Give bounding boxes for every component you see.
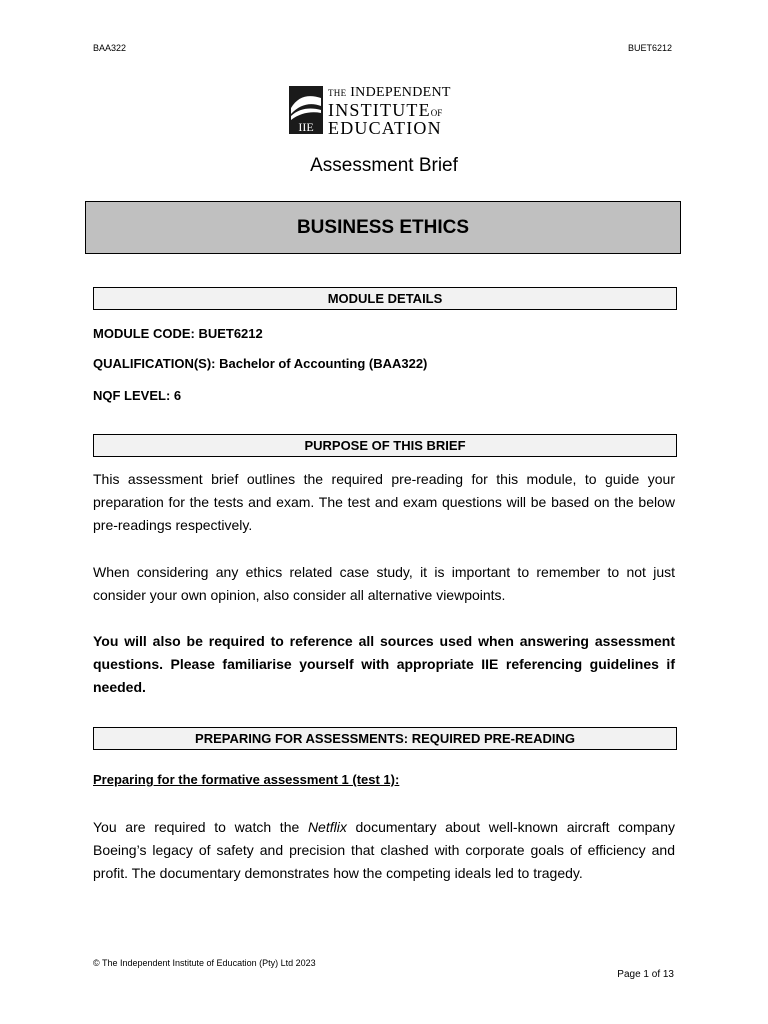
logo-independent: INDEPENDENT	[350, 85, 451, 100]
header-right-code: BUET6212	[627, 43, 672, 53]
logo-of: OF	[430, 108, 443, 118]
purpose-heading: PURPOSE OF THIS BRIEF	[304, 438, 466, 453]
footer-copyright: © The Independent Institute of Education (Pty) Ltd 2023	[93, 958, 316, 968]
netflix-p-line-1	[93, 816, 675, 839]
iie-logo-mark-icon	[289, 86, 323, 134]
module-code-line: MODULE CODE: BUET6212	[93, 326, 263, 341]
purpose-heading-box	[93, 434, 677, 457]
purpose-p3-line-2: questions. Please familiarise yourself with appropriate IIE referencing guidelines if	[93, 656, 675, 672]
netflix-paragraph	[93, 816, 675, 885]
header-left-code: BAA322	[93, 43, 127, 53]
logo-education: EDUCATION	[328, 118, 442, 138]
assessment-brief-title: Assessment Brief	[310, 155, 458, 176]
purpose-p2-line-2: consider your own opinion, also consider all alternative viewpoints.	[93, 587, 506, 603]
preparing-heading-box	[93, 727, 677, 750]
logo-institute: INSTITUTE	[328, 100, 431, 120]
module-details-heading: MODULE DETAILS	[327, 291, 443, 306]
purpose-p1-line-2: preparation for the tests and exam. The test and exam questions will be based on the below	[93, 494, 675, 510]
iie-logo-wordmark	[328, 86, 451, 137]
purpose-p3-line-3: needed.	[93, 679, 146, 695]
purpose-p3-line-1: You will also be required to reference all sources used when answering assessment	[93, 633, 675, 649]
course-title-box	[85, 201, 681, 254]
iie-logo-mark-text: IIE	[298, 120, 314, 134]
module-details-heading-box	[93, 287, 677, 310]
netflix-p-line-3: profit. The documentary demonstrates how the competing ideals led to tragedy.	[93, 865, 583, 881]
netflix-p-line-1-pre: You are required to watch the	[93, 819, 308, 835]
footer-page-number: Page 1 of 13	[617, 969, 674, 980]
netflix-p-line-2: Boeing’s legacy of safety and precision that clashed with corporate goals of efficiency and	[93, 842, 675, 858]
nqf-level-line: NQF LEVEL: 6	[93, 388, 182, 403]
purpose-paragraph-1	[93, 468, 675, 537]
formative-assessment-subheading: Preparing for the formative assessment 1 (test 1):	[93, 772, 400, 787]
netflix-p-line-1-post: documentary about well-known aircraft company	[346, 819, 675, 835]
purpose-paragraph-2	[93, 561, 675, 607]
purpose-p1-line-3: pre-readings respectively.	[93, 517, 253, 533]
logo-the: THE	[328, 88, 347, 98]
purpose-p2-line-1: When considering any ethics related case study, it is important to remember to not just	[93, 564, 675, 580]
qualification-line: QUALIFICATION(S): Bachelor of Accounting (BAA322)	[93, 356, 428, 371]
iie-logo	[289, 85, 481, 138]
preparing-heading: PREPARING FOR ASSESSMENTS: REQUIRED PRE-READING	[195, 731, 575, 746]
purpose-p1-line-1: This assessment brief outlines the required pre-reading for this module, to guide your	[93, 471, 675, 487]
course-title: BUSINESS ETHICS	[296, 216, 470, 238]
purpose-paragraph-3	[93, 630, 675, 699]
netflix-italic: Netflix	[307, 819, 347, 835]
